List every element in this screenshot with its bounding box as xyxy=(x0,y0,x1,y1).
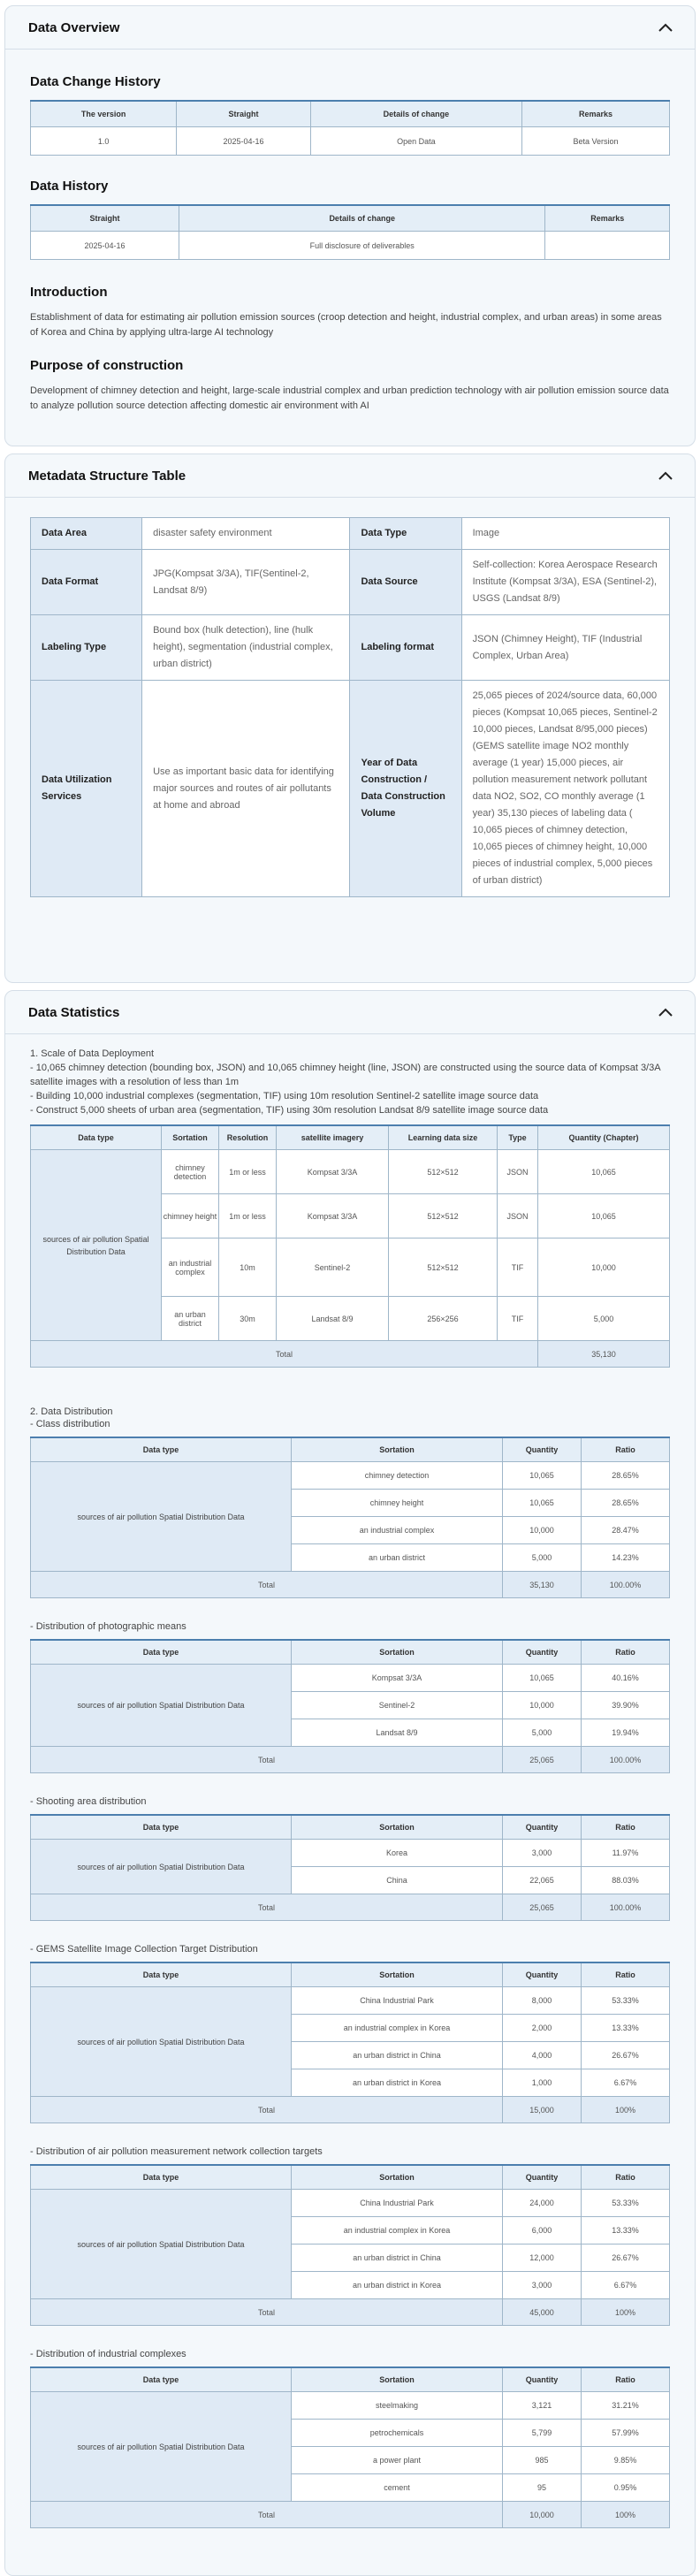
table-cell: chimney detection xyxy=(292,1462,503,1490)
table-row xyxy=(31,127,670,156)
scale-description xyxy=(30,1047,670,1117)
table-cell: 3,121 xyxy=(503,2392,582,2420)
column-header: Sortation xyxy=(292,1640,503,1665)
distribution-subtitle: - Distribution of photographic means xyxy=(30,1621,186,1632)
value-cell: disaster safety environment xyxy=(142,518,350,550)
table-cell: cement xyxy=(292,2474,503,2502)
table-cell: 57.99% xyxy=(582,2420,670,2447)
column-header: Sortation xyxy=(292,1962,503,1987)
total-row xyxy=(31,1747,670,1773)
table-cell: TIF xyxy=(498,1297,538,1341)
table-cell: 5,000 xyxy=(538,1297,670,1341)
table-cell: 5,799 xyxy=(503,2420,582,2447)
table-row xyxy=(31,518,670,550)
table-cell: 512×512 xyxy=(389,1194,498,1238)
table-cell: 4,000 xyxy=(503,2042,582,2069)
table-row xyxy=(31,615,670,681)
table-cell: an urban district in Korea xyxy=(292,2069,503,2097)
panel-title: Metadata Structure Table xyxy=(28,468,186,484)
data-overview-panel xyxy=(4,5,696,446)
table-cell: 5,000 xyxy=(503,1719,582,1747)
table-cell: an urban district in Korea xyxy=(292,2272,503,2299)
table-cell: chimney height xyxy=(162,1194,219,1238)
distribution-table xyxy=(30,2366,670,2528)
table-cell: 512×512 xyxy=(389,1150,498,1194)
table-cell: 3,000 xyxy=(503,1840,582,1867)
table-cell: Landsat 8/9 xyxy=(292,1719,503,1747)
data-type-cell: sources of air pollution Spatial Distribution Data xyxy=(31,1150,162,1341)
chevron-up-icon[interactable] xyxy=(658,468,673,484)
table-cell: 24,000 xyxy=(503,2190,582,2217)
table-row xyxy=(31,232,670,260)
total-row xyxy=(31,2299,670,2326)
table-cell: 5,000 xyxy=(503,1544,582,1572)
column-header: Sortation xyxy=(162,1125,219,1150)
column-header: Straight xyxy=(31,205,179,232)
column-header: Resolution xyxy=(219,1125,277,1150)
chevron-up-icon[interactable] xyxy=(658,19,673,35)
column-header: Sortation xyxy=(292,2165,503,2190)
table-cell: 6.67% xyxy=(582,2272,670,2299)
table-cell: 12,000 xyxy=(503,2244,582,2272)
value-cell: Self-collection: Korea Aerospace Research Institute (Kompsat 3/3A), ESA (Sentinel-2), USGS (Landsat 8/9) xyxy=(461,550,669,615)
column-header: Quantity xyxy=(503,1815,582,1840)
purpose-text: Development of chimney detection and height, large-scale industrial complex and urban prediction technology with air pollution emission source data to analyze pollution source detection affecting domestic air environment with AI xyxy=(30,385,669,411)
table-cell: 53.33% xyxy=(582,2190,670,2217)
table-cell: an urban district in China xyxy=(292,2244,503,2272)
distribution-subtitle: - Distribution of air pollution measurement network collection targets xyxy=(30,2146,323,2157)
column-header: Ratio xyxy=(582,1815,670,1840)
total-quantity: 25,065 xyxy=(503,1894,582,1921)
table-cell: 9.85% xyxy=(582,2447,670,2474)
column-header: Data type xyxy=(31,1640,292,1665)
table-cell: 1m or less xyxy=(219,1150,277,1194)
table-cell: Beta Version xyxy=(522,127,670,156)
table-cell: Korea xyxy=(292,1840,503,1867)
chevron-up-icon[interactable] xyxy=(658,1004,673,1020)
table-cell: 11.97% xyxy=(582,1840,670,1867)
table-cell: 2,000 xyxy=(503,2015,582,2042)
total-value: 35,130 xyxy=(538,1341,670,1368)
total-label: Total xyxy=(31,2299,503,2326)
distribution-table xyxy=(30,2164,670,2326)
table-cell: 985 xyxy=(503,2447,582,2474)
column-header: Remarks xyxy=(522,101,670,127)
key-cell: Data Format xyxy=(31,550,142,615)
table-cell: 88.03% xyxy=(582,1867,670,1894)
column-header: Data type xyxy=(31,2367,292,2392)
panel-title: Data Statistics xyxy=(28,1004,120,1020)
total-row xyxy=(31,1341,670,1368)
distribution-table xyxy=(30,1814,670,1921)
metadata-table xyxy=(30,517,670,897)
column-header: Quantity xyxy=(503,1437,582,1462)
value-cell: Image xyxy=(461,518,669,550)
key-cell: Data Source xyxy=(350,550,461,615)
table-cell: JSON xyxy=(498,1150,538,1194)
total-row xyxy=(31,1894,670,1921)
table-cell: Sentinel-2 xyxy=(277,1238,389,1297)
total-label: Total xyxy=(31,2502,503,2528)
data-type-cell: sources of air pollution Spatial Distribution Data xyxy=(31,1987,292,2097)
table-cell: 1.0 xyxy=(31,127,177,156)
column-header: Details of change xyxy=(179,205,545,232)
table-row xyxy=(31,681,670,897)
column-header: Data type xyxy=(31,2165,292,2190)
section-title: Data History xyxy=(30,179,109,194)
column-header: Data type xyxy=(31,1815,292,1840)
table-cell: 30m xyxy=(219,1297,277,1341)
scale-table xyxy=(30,1124,670,1368)
total-ratio: 100.00% xyxy=(582,1572,670,1598)
table-cell: China Industrial Park xyxy=(292,2190,503,2217)
table-cell: China Industrial Park xyxy=(292,1987,503,2015)
total-row xyxy=(31,1572,670,1598)
distribution-table xyxy=(30,1437,670,1598)
column-header: Sortation xyxy=(292,2367,503,2392)
distribution-table xyxy=(30,1962,670,2123)
table-cell: an industrial complex xyxy=(292,1517,503,1544)
scale-line: - Building 10,000 industrial complexes (segmentation, TIF) using 10m resolution Sentinel-2 satellite image source data xyxy=(30,1091,539,1101)
column-header: Learning data size xyxy=(389,1125,498,1150)
key-cell: Year of Data Construction / Data Construction Volume xyxy=(350,681,461,897)
table-cell: JSON xyxy=(498,1194,538,1238)
panel-title: Data Overview xyxy=(28,19,120,35)
table-row xyxy=(31,1150,670,1194)
table-cell: 53.33% xyxy=(582,1987,670,2015)
total-quantity: 45,000 xyxy=(503,2299,582,2326)
column-header: Ratio xyxy=(582,1640,670,1665)
table-cell: 512×512 xyxy=(389,1238,498,1297)
distribution-table xyxy=(30,1639,670,1773)
table-cell: Kompsat 3/3A xyxy=(277,1150,389,1194)
table-cell: an industrial complex in Korea xyxy=(292,2015,503,2042)
column-header: Sortation xyxy=(292,1815,503,1840)
value-cell: JPG(Kompsat 3/3A), TIF(Sentinel-2, Landsat 8/9) xyxy=(142,550,350,615)
total-quantity: 10,000 xyxy=(503,2502,582,2528)
table-cell: an urban district xyxy=(292,1544,503,1572)
table-cell: 28.47% xyxy=(582,1517,670,1544)
table-cell: 10,000 xyxy=(503,1517,582,1544)
table-cell: 10,065 xyxy=(538,1194,670,1238)
scale-line: - Construct 5,000 sheets of urban area (segmentation, TIF) using 30m resolution Landsat 8/9 satellite image source data xyxy=(30,1105,549,1116)
column-header: Straight xyxy=(177,101,310,127)
total-ratio: 100% xyxy=(582,2097,670,2123)
table-row xyxy=(31,1665,670,1692)
column-header: Data type xyxy=(31,1125,162,1150)
table-cell: 6.67% xyxy=(582,2069,670,2097)
table-cell: 10,065 xyxy=(503,1665,582,1692)
table-cell xyxy=(545,232,670,260)
column-header: Data type xyxy=(31,1962,292,1987)
table-row xyxy=(31,1840,670,1867)
table-cell: 3,000 xyxy=(503,2272,582,2299)
table-cell: 26.67% xyxy=(582,2042,670,2069)
column-header: Sortation xyxy=(292,1437,503,1462)
key-cell: Data Area xyxy=(31,518,142,550)
column-header: Remarks xyxy=(545,205,670,232)
data-type-cell: sources of air pollution Spatial Distribution Data xyxy=(31,2190,292,2299)
key-cell: Labeling format xyxy=(350,615,461,681)
distribution-tables xyxy=(30,1419,670,2528)
data-type-cell: sources of air pollution Spatial Distribution Data xyxy=(31,1462,292,1572)
total-row xyxy=(31,2097,670,2123)
column-header: Quantity xyxy=(503,2165,582,2190)
distribution-subtitle: - Class distribution xyxy=(30,1419,110,1429)
table-cell: 31.21% xyxy=(582,2392,670,2420)
distribution-subtitle: - Shooting area distribution xyxy=(30,1796,147,1807)
distribution-subtitle: - GEMS Satellite Image Collection Target Distribution xyxy=(30,1944,258,1955)
table-cell: 40.16% xyxy=(582,1665,670,1692)
table-cell: 14.23% xyxy=(582,1544,670,1572)
column-header: Ratio xyxy=(582,1962,670,1987)
table-cell: 19.94% xyxy=(582,1719,670,1747)
column-header: Type xyxy=(498,1125,538,1150)
column-header: Quantity (Chapter) xyxy=(538,1125,670,1150)
table-cell: an industrial complex xyxy=(162,1238,219,1297)
table-row xyxy=(31,550,670,615)
table-row xyxy=(31,1462,670,1490)
table-cell: 26.67% xyxy=(582,2244,670,2272)
table-cell: 2025-04-16 xyxy=(31,232,179,260)
total-label: Total xyxy=(31,2097,503,2123)
table-cell: 10,000 xyxy=(503,1692,582,1719)
data-history-table xyxy=(30,204,670,260)
total-label: Total xyxy=(31,1572,503,1598)
section-title: Introduction xyxy=(30,285,108,300)
table-cell: 8,000 xyxy=(503,1987,582,2015)
statistics-header[interactable] xyxy=(5,991,695,1034)
total-ratio: 100.00% xyxy=(582,1747,670,1773)
table-cell: 95 xyxy=(503,2474,582,2502)
table-cell: 1m or less xyxy=(219,1194,277,1238)
section-title: Data Change History xyxy=(30,74,161,89)
table-cell: chimney detection xyxy=(162,1150,219,1194)
distribution-title: 2. Data Distribution xyxy=(30,1406,113,1417)
metadata-header[interactable] xyxy=(5,454,695,498)
table-cell: Kompsat 3/3A xyxy=(292,1665,503,1692)
table-cell: 28.65% xyxy=(582,1462,670,1490)
table-cell: Kompsat 3/3A xyxy=(277,1194,389,1238)
table-cell: an urban district in China xyxy=(292,2042,503,2069)
total-ratio: 100.00% xyxy=(582,1894,670,1921)
column-header: Details of change xyxy=(310,101,521,127)
table-cell: 13.33% xyxy=(582,2015,670,2042)
table-cell: 1,000 xyxy=(503,2069,582,2097)
scale-line: 1. Scale of Data Deployment xyxy=(30,1048,155,1059)
scale-line: - 10,065 chimney detection (bounding box, JSON) and 10,065 chimney height (line, JSON) are constructed using the source data of Kompsat 3/3A satellite images with a resolution of less than 1m xyxy=(30,1063,660,1087)
data-statistics-panel xyxy=(4,990,696,2576)
table-cell: 13.33% xyxy=(582,2217,670,2244)
total-quantity: 35,130 xyxy=(503,1572,582,1598)
column-header: Data type xyxy=(31,1437,292,1462)
key-cell: Labeling Type xyxy=(31,615,142,681)
key-cell: Data Utilization Services xyxy=(31,681,142,897)
value-cell: Use as important basic data for identifying major sources and routes of air pollutants at home and abroad xyxy=(142,681,350,897)
column-header: Ratio xyxy=(582,2165,670,2190)
table-cell: 28.65% xyxy=(582,1490,670,1517)
table-cell: Sentinel-2 xyxy=(292,1692,503,1719)
table-cell: an industrial complex in Korea xyxy=(292,2217,503,2244)
column-header: The version xyxy=(31,101,177,127)
table-cell: petrochemicals xyxy=(292,2420,503,2447)
total-label: Total xyxy=(31,1341,538,1368)
value-cell: 25,065 pieces of 2024/source data, 60,000 pieces (Kompsat 10,065 pieces, Sentinel-2 10,000 pieces, Landsat 8/95,000 pieces) (GEMS satellite image NO2 monthly average (1 year) 15,000 pieces, air pollution measurement network pollutant data NO2, SO2, CO monthly average (1 year) 35,130 pieces of labeling data ( 10,065 pieces of chimney detection, 10,065 pieces of chimney height, 10,000 pieces of industrial complex, 5,000 pieces of urban district) xyxy=(461,681,669,897)
table-cell: 10m xyxy=(219,1238,277,1297)
column-header: Quantity xyxy=(503,2367,582,2392)
total-quantity: 25,065 xyxy=(503,1747,582,1773)
table-cell: 2025-04-16 xyxy=(177,127,310,156)
table-cell: Open Data xyxy=(310,127,521,156)
table-cell: 10,065 xyxy=(503,1490,582,1517)
column-header: Quantity xyxy=(503,1640,582,1665)
table-cell: 22,065 xyxy=(503,1867,582,1894)
data-type-cell: sources of air pollution Spatial Distribution Data xyxy=(31,1665,292,1747)
total-quantity: 15,000 xyxy=(503,2097,582,2123)
column-header: Ratio xyxy=(582,1437,670,1462)
table-cell: 256×256 xyxy=(389,1297,498,1341)
total-ratio: 100% xyxy=(582,2502,670,2528)
table-cell: 39.90% xyxy=(582,1692,670,1719)
data-type-cell: sources of air pollution Spatial Distribution Data xyxy=(31,1840,292,1894)
table-cell: Landsat 8/9 xyxy=(277,1297,389,1341)
metadata-panel xyxy=(4,453,696,983)
table-row xyxy=(31,1987,670,2015)
table-cell: chimney height xyxy=(292,1490,503,1517)
total-label: Total xyxy=(31,1894,503,1921)
table-cell: TIF xyxy=(498,1238,538,1297)
column-header: Ratio xyxy=(582,2367,670,2392)
value-cell: JSON (Chimney Height), TIF (Industrial Complex, Urban Area) xyxy=(461,615,669,681)
table-cell: steelmaking xyxy=(292,2392,503,2420)
table-cell: 6,000 xyxy=(503,2217,582,2244)
data-type-cell: sources of air pollution Spatial Distribution Data xyxy=(31,2392,292,2502)
table-row xyxy=(31,2392,670,2420)
total-ratio: 100% xyxy=(582,2299,670,2326)
data-overview-header[interactable] xyxy=(5,6,695,50)
column-header: Quantity xyxy=(503,1962,582,1987)
column-header: satellite imagery xyxy=(277,1125,389,1150)
intro-text: Establishment of data for estimating air pollution emission sources (croop detection and height, industrial complex, and urban areas) in some areas of Korea and China by applying ultra-large AI technology xyxy=(30,312,662,338)
table-cell: 0.95% xyxy=(582,2474,670,2502)
table-cell: China xyxy=(292,1867,503,1894)
total-label: Total xyxy=(31,1747,503,1773)
distribution-subtitle: - Distribution of industrial complexes xyxy=(30,2349,186,2359)
table-row xyxy=(31,2190,670,2217)
section-title: Purpose of construction xyxy=(30,358,184,373)
table-cell: 10,065 xyxy=(538,1150,670,1194)
table-cell: 10,000 xyxy=(538,1238,670,1297)
change-history-table xyxy=(30,100,670,156)
total-row xyxy=(31,2502,670,2528)
value-cell: Bound box (hulk detection), line (hulk height), segmentation (industrial complex, urban district) xyxy=(142,615,350,681)
table-cell: a power plant xyxy=(292,2447,503,2474)
key-cell: Data Type xyxy=(350,518,461,550)
table-cell: 10,065 xyxy=(503,1462,582,1490)
table-cell: an urban district xyxy=(162,1297,219,1341)
table-cell: Full disclosure of deliverables xyxy=(179,232,545,260)
